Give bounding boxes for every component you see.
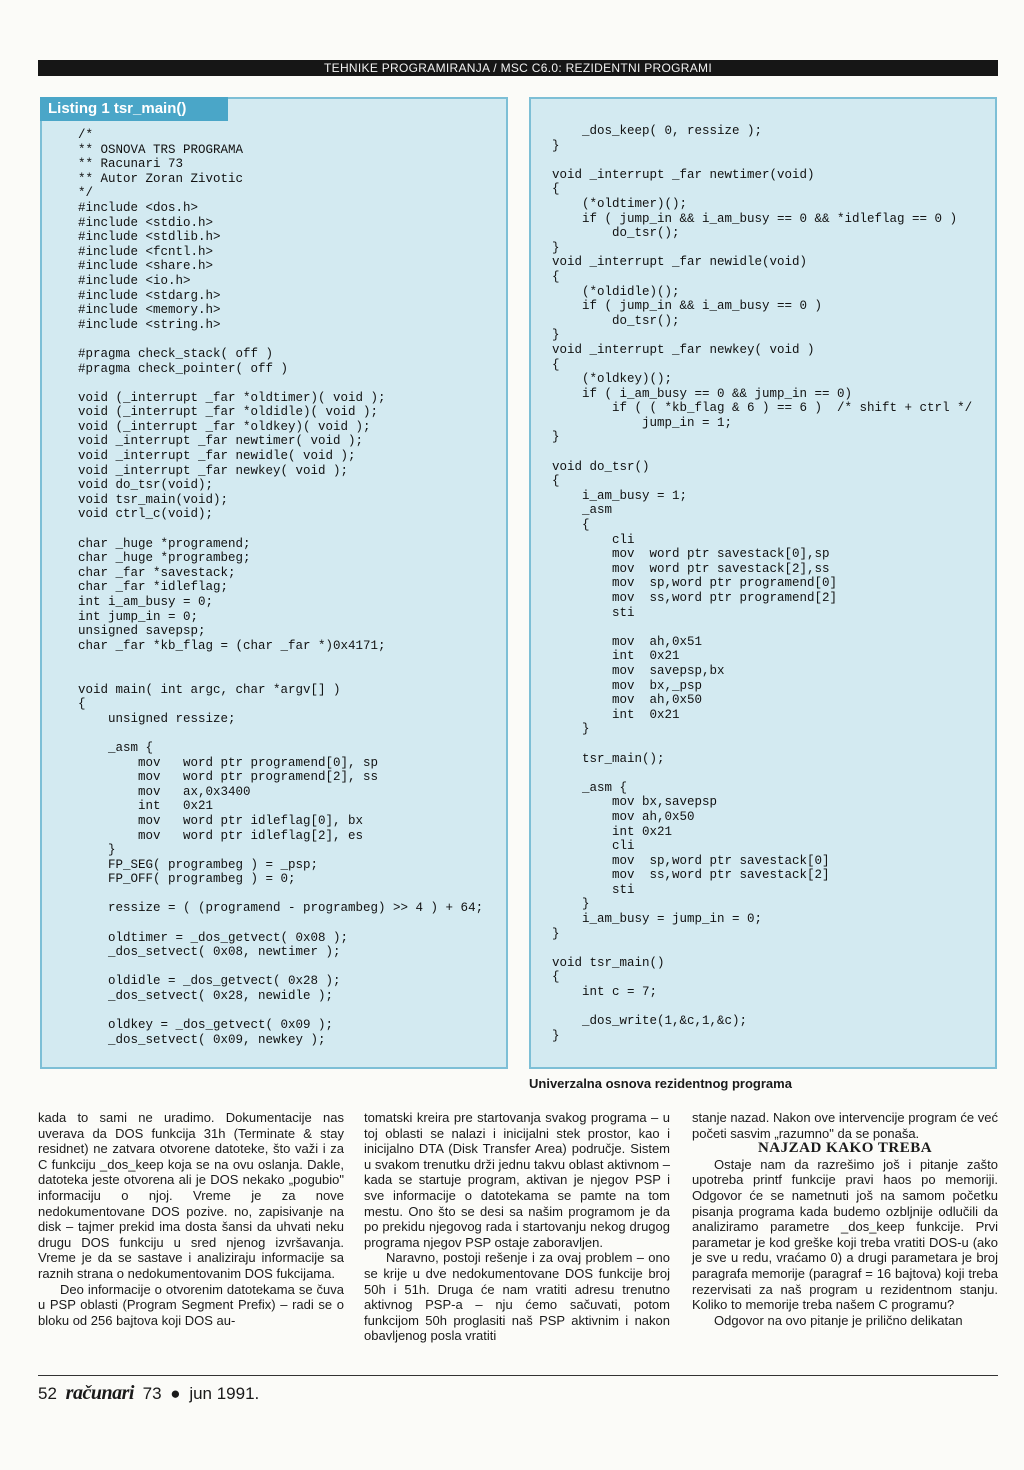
section-subheading: NAJZAD KAKO TREBA	[757, 1140, 933, 1157]
listing-caption: Univerzalna osnova rezidentnog programa	[529, 1076, 792, 1091]
code-listing-right: _dos_keep( 0, ressize ); } void _interrupt _far newtimer(void) { (*oldtimer)(); if ( jump_in && i_am_busy == 0 && *idleflag == 0 ) do_tsr(); } void _interrupt _far newidle(void) { (*oldidle)(); if ( jump_in && i_am_busy == 0 ) do_tsr(); } void _interrupt _far newkey( void ) { (*oldkey)(); if ( i_am_busy == 0 && jump_in == 0) if ( ( *kb_flag & 6 ) == 6 ) /* shift + ctrl */ jump_in = 1; } void do_tsr() { i_am_busy = 1; _asm { cli mov word ptr savestack[0],sp mov word ptr savestack[2],ss mov sp,word ptr programend[0] mov ss,word ptr programend[2] sti mov ah,0x51 int 0x21 mov savepsp,bx mov bx,_psp mov ah,0x50 int 0x21 } tsr_main(); _asm { mov bx,savepsp mov ah,0x50 int 0x21 cli mov sp,word ptr savestack[0] mov ss,word ptr savestack[2] sti } i_am_busy = jump_in = 0; } void tsr_main() { int c = 7; _dos_write(1,&c,1,&c); }	[552, 124, 973, 1043]
article-paragraph: kada to sami ne uradimo. Dokumentacije nas uverava da DOS funkcija 31h (Terminate & stay residnet) ne zatvara otvorene datoteke, što važi i za C funkciju _dos_keep koja se na ovu oslanja. Dakle, datoteka jeste otvorena ali je DOS nekako „pogubio" informaciju o njoj. Vreme je za nove nedokumentovane DOS pozive. no, zapisivanje na disk – tajmer prekid ima dosta šansi da uhvati neku drugu DOS funkciju u sred njenog izvršavanja. Vreme je da se sastave i analiziraju informacije sa raznih strana o nedokumentovanim DOS fukcijama.	[38, 1110, 344, 1281]
article-paragraph: Naravno, postoji rešenje i za ovaj problem – ono se krije u dve nedokumentovane DOS funkcije broj 50h i 51h. Druga će nam vratiti adresu trenutno aktivnog PSP-a – nju ćemo sačuvati, potom funkcijom 50h proglasiti naš PSP aktivnim i nakon obavljenog posla vratiti	[364, 1250, 670, 1344]
issue-date: jun 1991.	[189, 1384, 260, 1403]
section-header: TEHNIKE PROGRAMIRANJA / MSC C6.0: REZIDENTNI PROGRAMI	[38, 60, 998, 76]
code-listing-left: /* ** OSNOVA TRS PROGRAMA ** Racunari 73 ** Autor Zoran Zivotic */ #include <dos.h> #include <stdio.h> #include <stdlib.h> #include <fcntl.h> #include <share.h> #include <io.h> #include <stdarg.h> #include <memory.h> #include <string.h> #pragma check_stack( off ) #pragma check_pointer( off ) void (_interrupt _far *oldtimer)( void ); void (_interrupt _far *oldidle)( void ); void (_interrupt _far *oldkey)( void ); void _interrupt _far newtimer( void ); void _interrupt _far newidle( void ); void _interrupt _far newkey( void ); void do_tsr(void); void tsr_main(void); void ctrl_c(void); char _huge *programend; char _huge *programbeg; char _far *savestack; char _far *idleflag; int i_am_busy = 0; int jump_in = 0; unsigned savepsp; char _far *kb_flag = (char _far *)0x4171; void main( int argc, char *argv[] ) { unsigned ressize; _asm { mov word ptr programend[0], sp mov word ptr programend[2], ss mov ax,0x3400 int 0x21 mov word ptr idleflag[0], bx mov word ptr idleflag[2], es } FP_SEG( programbeg ) = _psp; FP_OFF( programbeg ) = 0; ressize = ( (programend - programbeg) >> 4 ) + 64; oldtimer = _dos_getvect( 0x08 ); _dos_setvect( 0x08, newtimer ); oldidle = _dos_getvect( 0x28 ); _dos_setvect( 0x28, newidle ); oldkey = _dos_getvect( 0x09 ); _dos_setvect( 0x09, newkey );	[78, 128, 484, 1047]
article-paragraph: tomatski kreira pre startovanja svakog programa – u toj oblasti se nalazi i inicijalni stek prostor, kao i inicijalno DTA (Disk Transfer Area) područje. Sistem u svakom trenutku drži jednu takvu oblast aktivnom – kada se startuje program, aktivan je njegov PSP i sve informacije o datotekama se pamte na tom mestu. Ono što se desi sa našim programom je da po prekidu njegovog rada i startovanju nekog drugog programa njegov PSP ostaje zaboravljen.	[364, 1110, 670, 1250]
article-column-1	[38, 1110, 344, 1328]
issue-number: 73	[142, 1384, 162, 1403]
footer-divider	[38, 1375, 998, 1376]
article-paragraph: Deo informacije o otvorenim datotekama se čuva u PSP oblasti (Program Segment Prefix) – radi se o bloku od 256 bajtova koji DOS au-	[38, 1281, 344, 1328]
article-paragraph: stanje nazad. Nakon ove intervencije program će već početi sasvim „razumno" da se ponaša.	[692, 1110, 998, 1141]
article-paragraph: Ostaje nam da razrešimo još i pitanje zašto upotreba printf funkcije pravi haos po memoriji. Odgovor će se nametnuti još na samom početku pisanja programa kada budemo ozbljnije odlučili da analiziramo parametre _dos_keep funkcije. Prvi parametar je kod greške koji treba vratiti DOS-u (ako je sve u redu, vraćamo 0) a drugi parametara je broj paragrafa memorije (paragraf = 16 bajtova) koji treba rezervisati za naš program u rezidentnom stanju. Koliko to memorije treba našem C programu?	[692, 1156, 998, 1313]
article-paragraph: Odgovor na ovo pitanje je prilično delikatan	[714, 1312, 963, 1328]
page-footer	[38, 1380, 259, 1406]
bullet-icon: ●	[170, 1384, 181, 1403]
magazine-logo: računari	[65, 1382, 134, 1404]
listing-title: Listing 1 tsr_main()	[40, 97, 228, 121]
article-column-2	[364, 1110, 670, 1344]
article-column-3	[692, 1110, 998, 1328]
page-number: 52	[38, 1384, 57, 1403]
